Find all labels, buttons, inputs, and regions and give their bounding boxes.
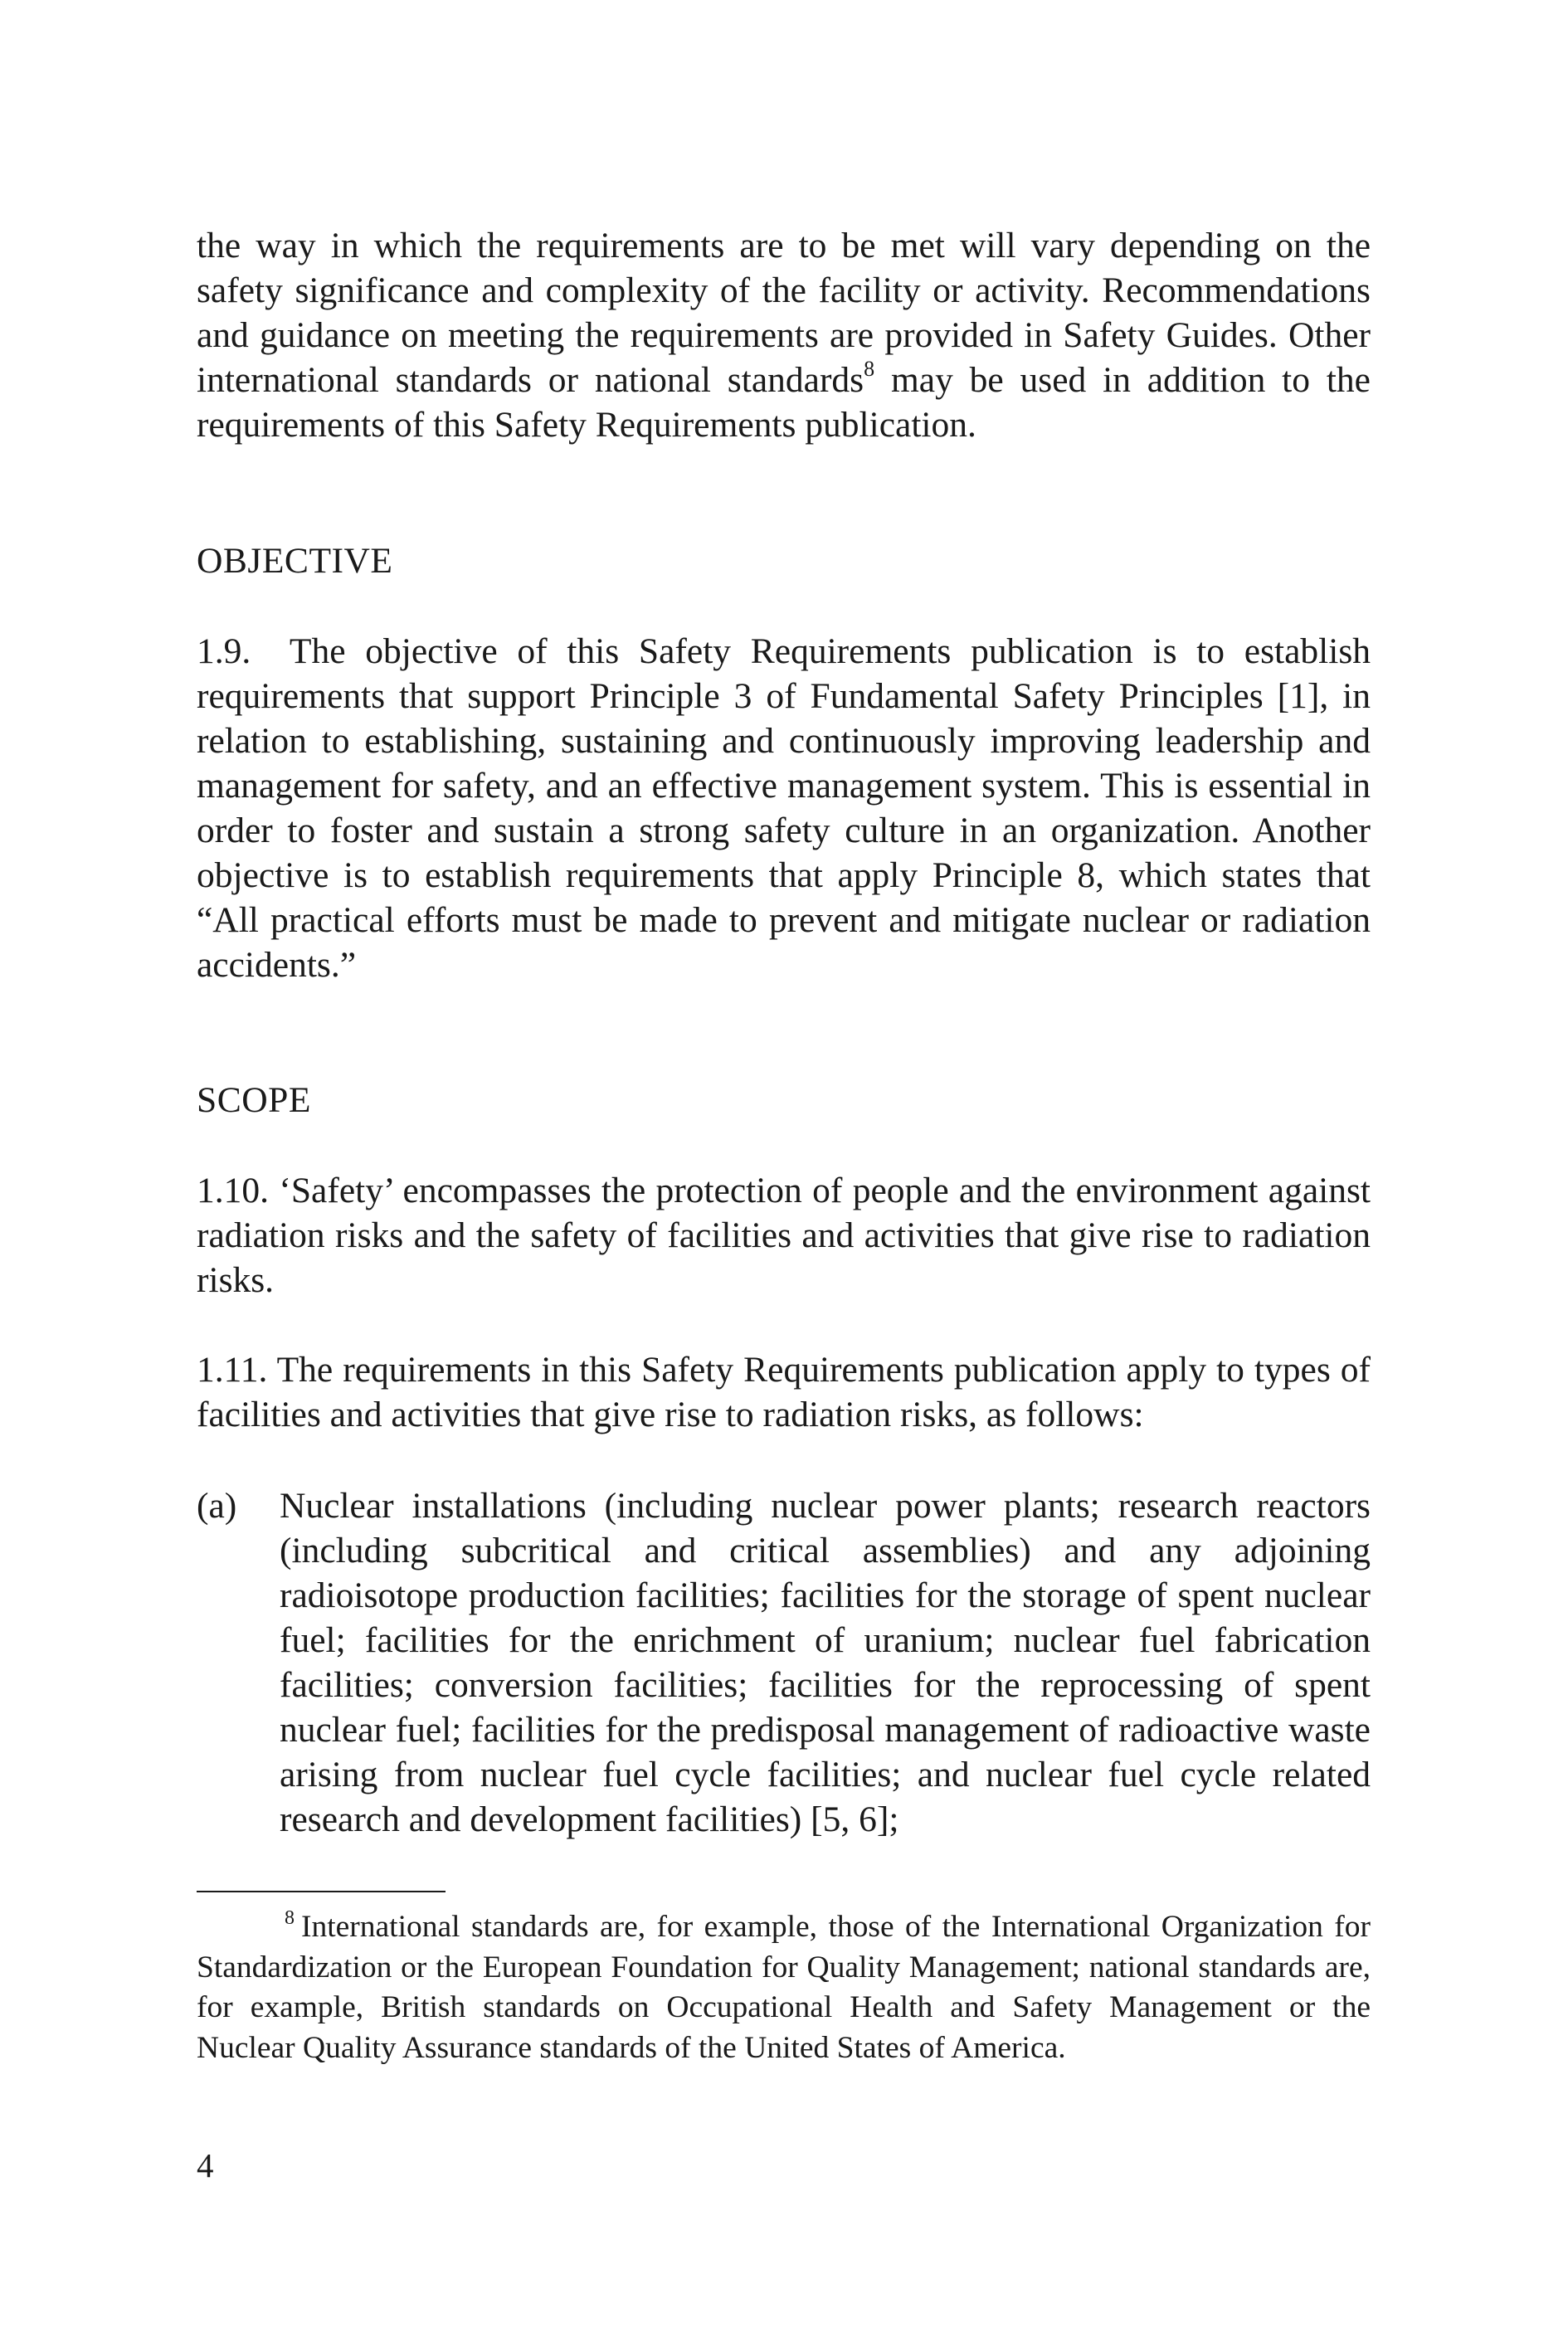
- section-heading-scope: SCOPE: [197, 1080, 311, 1120]
- paragraph-text: ‘Safety’ encompasses the protection of people and the environment against radiation risks and the safety of facilities and activities that give rise to radiation risks.: [197, 1171, 1371, 1300]
- footnote-reference[interactable]: 8: [864, 356, 875, 381]
- paragraph-number: 1.11.: [197, 1350, 268, 1390]
- list-item-label: (a): [197, 1486, 237, 1526]
- paragraph-1-11: [197, 1347, 1371, 1437]
- list-item: [197, 1483, 1371, 1842]
- paragraph-number: 1.10.: [197, 1171, 269, 1210]
- footnote-separator: [197, 1891, 446, 1892]
- section-heading-objective: OBJECTIVE: [197, 541, 393, 581]
- continuation-paragraph: [197, 223, 1371, 447]
- facility-list: [197, 1483, 1371, 1842]
- paragraph-1-10: [197, 1168, 1371, 1303]
- paragraph-text: may be used in addition to the requirements of this Safety Requirements publication.: [197, 360, 1371, 445]
- paragraph-1-9: [197, 629, 1371, 987]
- footnote-text: International standards are, for example, those of the International Organization for Standardization or the European Foundation for Quality Management; national standards are, for example, British standards on Occupational Health and Safety Management or the Nuclear Quality Assurance standards of the United States of America.: [197, 1910, 1371, 2065]
- footnote-marker: 8: [285, 1906, 295, 1929]
- paragraph-number: 1.9.: [197, 631, 251, 671]
- paragraph-text: The requirements in this Safety Requirements publication apply to types of facilities and activities that give rise to radiation risks, as follows:: [197, 1350, 1371, 1434]
- page-number: 4: [197, 2146, 214, 2184]
- footnote-8: [197, 1907, 1371, 2068]
- paragraph-text: the way in which the requirements are to be met will vary depending on the safety significance and complexity of the facility or activity. Recommendations and guidance on meeting the requirements are provided in Safety Guides. Other international standards or national standards: [197, 226, 1371, 400]
- list-item-text: Nuclear installations (including nuclear power plants; research reactors (including subcritical and critical assemblies) and any adjoining radioisotope production facilities; facilities for the storage of spent nuclear fuel; facilities for the enrichment of uranium; nuclear fuel fabrication facilities; conversion facilities; facilities for the reprocessing of spent nuclear fuel; facilities for the predisposal management of radioactive waste arising from nuclear fuel cycle facilities; and nuclear fuel cycle related research and development facilities) [5, 6];: [280, 1486, 1371, 1839]
- paragraph-text: The objective of this Safety Requirements publication is to establish requirements that support Principle 3 of Fundamental Safety Principles [1], in relation to establishing, sustaining and continuously improving leadership and management for safety, and an effective management system. This is essential in order to foster and sustain a strong safety culture in an organization. Another objective is to establish requirements that apply Principle 8, which states that “All practical efforts must be made to prevent and mitigate nuclear or radiation accidents.”: [197, 631, 1371, 985]
